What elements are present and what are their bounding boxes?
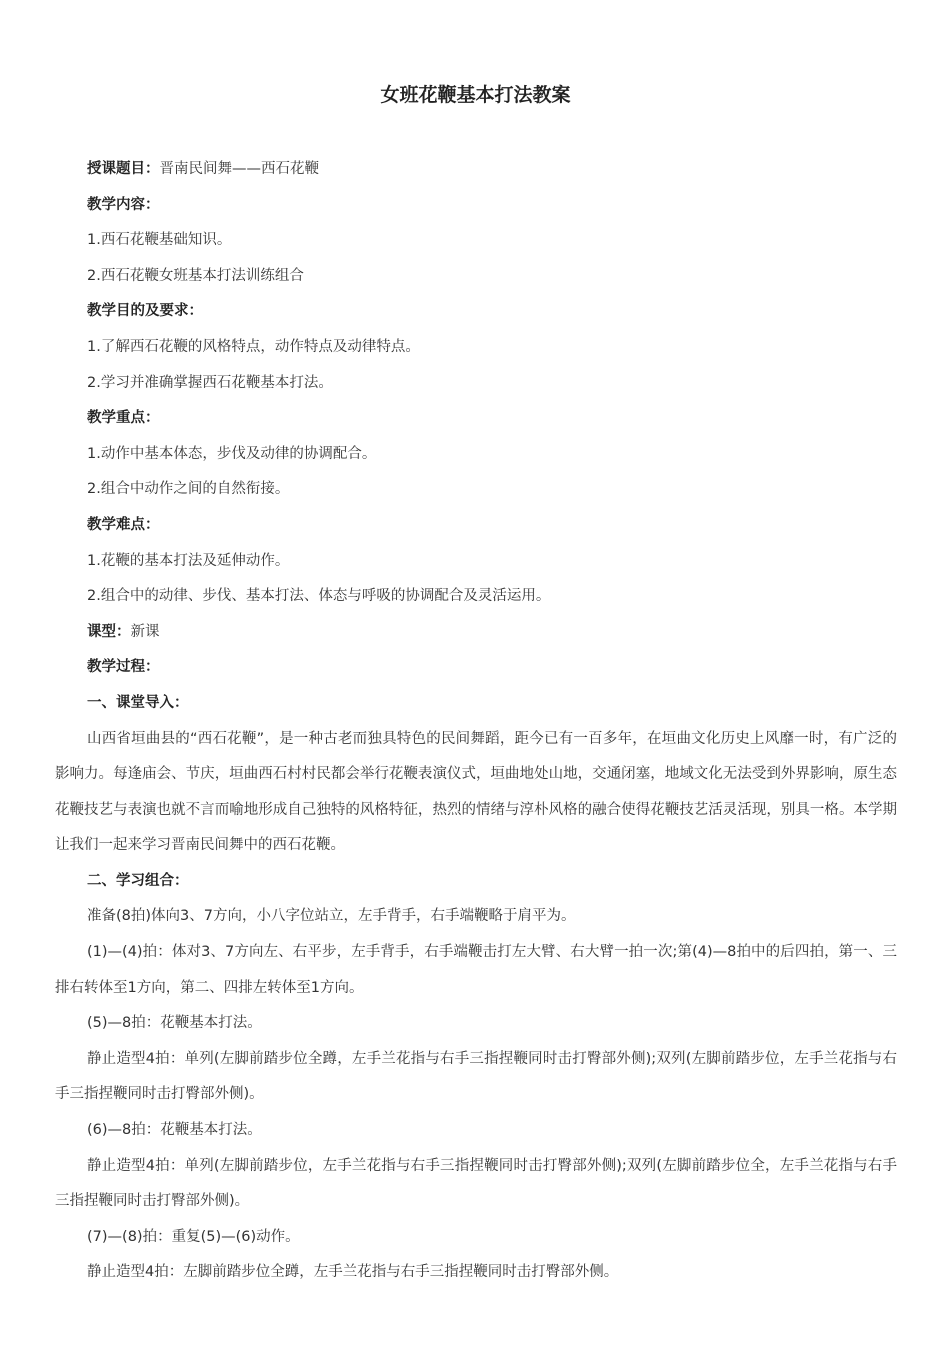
difficulty-heading: 教学难点： [87,516,160,533]
lesson-type-value: 新课 [130,623,160,640]
content-item: 2.西石花鞭女班基本打法训练组合 [87,267,304,284]
goals-item: 2.学习并准确掌握西石花鞭基本打法。 [87,374,333,391]
difficulty-item: 2.组合中的动律、步伐、基本打法、体态与呼吸的协调配合及灵活运用。 [87,588,551,605]
content-heading: 教学内容： [87,196,160,213]
section1-paragraph: 山西省垣曲县的“西石花鞭”，是一种古老而独具特色的民间舞蹈，距今已有一百多年，在垣曲文化历史上风靡一时，有广泛的影响力。每逢庙会、节庆，垣曲西石村村民都会举行花鞭表演仪式，垣曲地处山地，交通闭塞，地域文化无法受到外界影响，原生态花鞭技艺与表演也就不言而喻地形成自己独特的风格特征，热烈的情绪与淳朴风格的融合使得花鞭技艺活灵活现，别具一格。本学期让我们一起来学习晋南民间舞中的西石花鞭。 [55,730,897,854]
subject-value: 晋南民间舞——西石花鞭 [159,161,319,177]
section2-paragraph: (6)—8拍：花鞭基本打法。 [87,1122,262,1139]
process-heading: 教学过程： [87,659,160,676]
section2-paragraph: (7)—(8)拍：重复(5)—(6)动作。 [87,1228,300,1245]
subject-label: 授课题目： [87,161,160,177]
section2-heading: 二、学习组合： [87,872,189,889]
document-body [55,152,897,1291]
lesson-type-label: 课型： [87,623,131,640]
key-points-heading: 教学重点： [87,410,160,427]
section2-paragraph: (1)—(4)拍：体对3、7方向左、右平步，左手背手，右手端鞭击打左大臂、右大臂一拍一次;第(4)—8拍中的后四拍，第一、三排右转体至1方向，第二、四排左转体至1方向。 [55,944,897,996]
section2-paragraph: 准备(8拍)体向3、7方向，小八字位站立，左手背手，右手端鞭略于肩平为。 [87,908,576,925]
content-item: 1.西石花鞭基础知识。 [87,232,232,249]
subject-line [55,152,897,188]
goals-item: 1.了解西石花鞭的风格特点，动作特点及动律特点。 [87,338,420,355]
section1-heading: 一、课堂导入： [87,694,189,711]
section2-paragraph: 静止造型4拍：单列(左脚前踏步位全蹲，左手兰花指与右手三指捏鞭同时击打臀部外侧);双列(左脚前踏步位，左手兰花指与右手三指捏鞭同时击打臀部外侧)。 [55,1050,897,1103]
section2-paragraph: 静止造型4拍：单列(左脚前踏步位，左手兰花指与右手三指捏鞭同时击打臀部外侧);双列(左脚前踏步位全，左手兰花指与右手三指捏鞭同时击打臀部外侧)。 [55,1157,897,1210]
goals-heading: 教学目的及要求： [87,303,203,320]
section2-paragraph: (5)—8拍：花鞭基本打法。 [87,1015,262,1032]
key-points-item: 2.组合中动作之间的自然衔接。 [87,481,290,498]
lesson-type-line [55,615,897,651]
key-points-item: 1.动作中基本体态，步伐及动律的协调配合。 [87,445,377,462]
section2-paragraph: 静止造型4拍：左脚前踏步位全蹲，左手兰花指与右手三指捏鞭同时击打臀部外侧。 [87,1264,619,1281]
difficulty-item: 1.花鞭的基本打法及延伸动作。 [87,552,290,569]
document-title: 女班花鞭基本打法教案 [380,84,571,106]
